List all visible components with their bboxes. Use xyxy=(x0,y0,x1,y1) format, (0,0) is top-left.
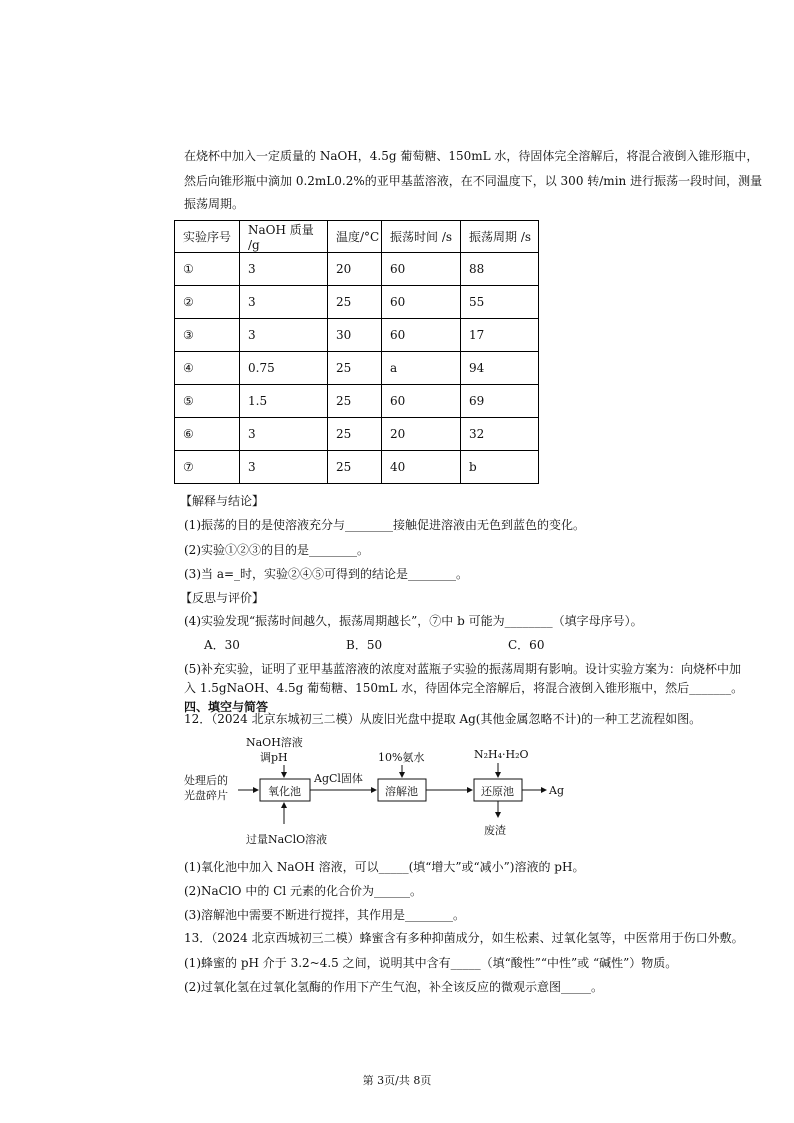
table-header-cell: 振荡周期 /s xyxy=(461,221,539,253)
table-cell: a xyxy=(382,352,461,385)
table-cell: 88 xyxy=(461,253,539,286)
table-cell: 20 xyxy=(382,418,461,451)
table-cell: 25 xyxy=(328,385,382,418)
section-4-heading: 四、填空与简答 xyxy=(184,700,269,714)
table-cell: 3 xyxy=(240,451,328,484)
experiment-table xyxy=(174,220,539,484)
flow-naclo-label: 过量NaClO溶液 xyxy=(246,833,328,846)
table-cell: 25 xyxy=(328,418,382,451)
table-cell: 0.75 xyxy=(240,352,328,385)
flow-ph-label: 调pH xyxy=(260,751,288,764)
table-cell: b xyxy=(461,451,539,484)
question-5-line-1: (5)补充实验，证明了亚甲基蓝溶液的浓度对蓝瓶子实验的振荡周期有影响。设计实验方案为：向烧杯中加 xyxy=(184,662,742,676)
process-flow-diagram xyxy=(180,730,580,850)
table-cell: ⑤ xyxy=(175,385,240,418)
flow-ammonia-label: 10%氨水 xyxy=(378,751,425,764)
table-row xyxy=(175,418,539,451)
table-cell: 32 xyxy=(461,418,539,451)
flow-hydrazine-label: N₂H₄·H₂O xyxy=(474,748,529,761)
option-b: B．50 xyxy=(346,638,383,652)
table-cell: 60 xyxy=(382,253,461,286)
question-12-2: (2)NaClO 中的 Cl 元素的化合价为______。 xyxy=(184,884,422,898)
flow-product-label: Ag xyxy=(549,784,564,797)
flow-input-label-1: 处理后的 xyxy=(184,774,228,787)
table-header-row xyxy=(175,221,539,253)
question-12-3: (3)溶解池中需要不断进行搅拌，其作用是________。 xyxy=(184,908,465,922)
table-header-cell: 实验序号 xyxy=(175,221,240,253)
table-cell: 3 xyxy=(240,286,328,319)
table-cell: 55 xyxy=(461,286,539,319)
table-cell: 3 xyxy=(240,253,328,286)
question-13-2: (2)过氧化氢在过氧化氢酶的作用下产生气泡，补全该反应的微观示意图_____。 xyxy=(184,980,604,994)
table-row xyxy=(175,319,539,352)
table-cell: 60 xyxy=(382,385,461,418)
table-row xyxy=(175,253,539,286)
question-13-1: (1)蜂蜜的 pH 介于 3.2~4.5 之间，说明其中含有_____（填“酸性”“中性”或 “碱性”）物质。 xyxy=(184,956,678,970)
table-header-cell: NaOH 质量 /g xyxy=(240,221,328,253)
table-cell: 20 xyxy=(328,253,382,286)
flow-box-reduction-label: 还原池 xyxy=(481,785,514,798)
intro-line-3: 振荡周期。 xyxy=(184,197,245,211)
flow-agcl-label: AgCl固体 xyxy=(314,772,363,785)
question-13-title: 13．（2024 北京西城初三二模）蜂蜜含有多种抑菌成分，如生松素、过氧化氢等，中医常用于伤口外敷。 xyxy=(184,931,744,945)
table-cell: 1.5 xyxy=(240,385,328,418)
flow-box-oxidation-label: 氧化池 xyxy=(268,785,301,798)
section-reflect-heading: 【反思与评价】 xyxy=(180,591,265,605)
intro-line-2: 然后向锥形瓶中滴加 0.2mL0.2%的亚甲基蓝溶液，在不同温度下，以 300 转/min 进行振荡一段时间，测量 xyxy=(184,174,763,188)
flow-waste-label: 废渣 xyxy=(484,824,506,837)
table-cell: ⑦ xyxy=(175,451,240,484)
table-header-cell: 温度/°C xyxy=(328,221,382,253)
table-cell: 69 xyxy=(461,385,539,418)
question-2: (2)实验①②③的目的是________。 xyxy=(184,543,369,557)
flow-input-label-2: 光盘碎片 xyxy=(184,789,228,802)
table-cell: 40 xyxy=(382,451,461,484)
question-5-line-2: 入 1.5gNaOH、4.5g 葡萄糖、150mL 水，待固体完全溶解后，将混合液倒入锥形瓶中，然后_______。 xyxy=(184,681,744,695)
table-cell: 17 xyxy=(461,319,539,352)
table-cell: 60 xyxy=(382,286,461,319)
table-cell: 60 xyxy=(382,319,461,352)
table-cell: 94 xyxy=(461,352,539,385)
question-1: (1)振荡的目的是使溶液充分与________接触促进溶液由无色到蓝色的变化。 xyxy=(184,518,586,532)
intro-line-1: 在烧杯中加入一定质量的 NaOH，4.5g 葡萄糖、150mL 水，待固体完全溶解后，将混合液倒入锥形瓶中， xyxy=(184,149,759,163)
table-cell: 25 xyxy=(328,451,382,484)
table-header-cell: 振荡时间 /s xyxy=(382,221,461,253)
table-row xyxy=(175,286,539,319)
table-cell: ① xyxy=(175,253,240,286)
table-cell: 30 xyxy=(328,319,382,352)
table-cell: 3 xyxy=(240,319,328,352)
table-cell: ③ xyxy=(175,319,240,352)
table-cell: ② xyxy=(175,286,240,319)
table-cell: 25 xyxy=(328,352,382,385)
section-explain-heading: 【解释与结论】 xyxy=(180,494,265,508)
flow-naoh-label: NaOH溶液 xyxy=(246,736,303,749)
table-cell: ④ xyxy=(175,352,240,385)
table-cell: 25 xyxy=(328,286,382,319)
question-4: (4)实验发现“振荡时间越久，振荡周期越长”，⑦中 b 可能为________（填字母序号）。 xyxy=(184,614,643,628)
table-cell: ⑥ xyxy=(175,418,240,451)
table-row xyxy=(175,451,539,484)
page-footer: 第 3页/共 8页 xyxy=(362,1074,432,1087)
option-c: C．60 xyxy=(508,638,545,652)
question-12-title: 12．（2024 北京东城初三二模）从废旧光盘中提取 Ag(其他金属忽略不计)的一种工艺流程如图。 xyxy=(184,712,702,726)
question-3: (3)当 a=_时，实验②④⑤可得到的结论是________。 xyxy=(184,567,469,581)
question-12-1: (1)氧化池中加入 NaOH 溶液，可以_____(填“增大”或“减小”)溶液的 pH。 xyxy=(184,860,585,874)
table-row xyxy=(175,352,539,385)
table-cell: 3 xyxy=(240,418,328,451)
table-row xyxy=(175,385,539,418)
flow-box-dissolve-label: 溶解池 xyxy=(385,785,418,798)
option-a: A．30 xyxy=(204,638,240,652)
